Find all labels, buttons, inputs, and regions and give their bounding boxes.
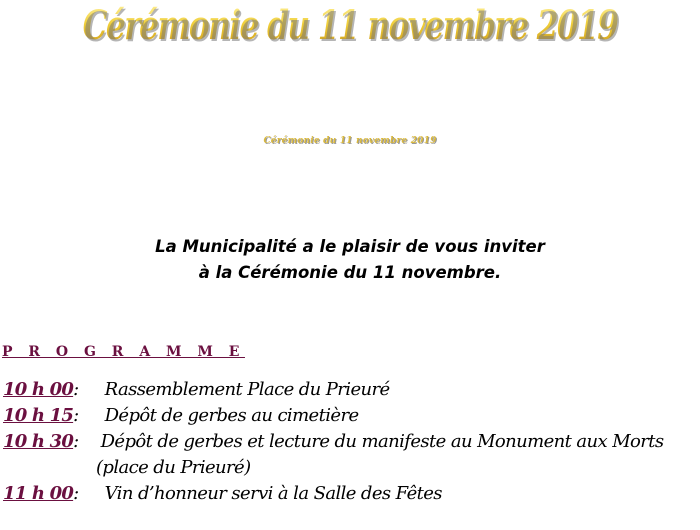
programme-item: [3, 429, 700, 455]
programme-separator: :: [73, 379, 79, 400]
programme-time: 10 h 00: [3, 379, 74, 400]
programme-time: 10 h 30: [3, 431, 74, 452]
programme-description: Vin d’honneur servi à la Salle des Fêtes: [104, 483, 442, 504]
programme-item: [3, 481, 700, 507]
programme-description: Rassemblement Place du Prieuré: [104, 379, 390, 400]
programme-separator: :: [73, 431, 79, 452]
programme-item: [3, 377, 700, 403]
programme-description-continuation: (place du Prieuré): [96, 457, 251, 478]
programme-separator: :: [73, 405, 79, 426]
subtitle-image-text: Cérémonie du 11 novembre 2019: [263, 136, 437, 146]
programme-item: [3, 403, 700, 429]
programme-time: 11 h 00: [3, 483, 74, 504]
programme-heading: P R O G R A M M E: [2, 344, 245, 360]
invitation-line-2: à la Cérémonie du 11 novembre.: [198, 263, 502, 282]
programme-time: 10 h 15: [3, 405, 74, 426]
programme-description: Dépôt de gerbes et lecture du manifeste au Monument aux Morts: [100, 431, 664, 452]
programme-description: Dépôt de gerbes au cimetière: [104, 405, 359, 426]
programme-list: [3, 377, 700, 507]
programme-separator: :: [73, 483, 79, 504]
invitation-line-1: La Municipalité a le plaisir de vous inviter: [155, 237, 545, 256]
page-title: Cérémonie du 11 novembre 2019: [77, 2, 623, 50]
invitation-text: [0, 234, 700, 286]
programme-item-continuation: [3, 455, 700, 481]
